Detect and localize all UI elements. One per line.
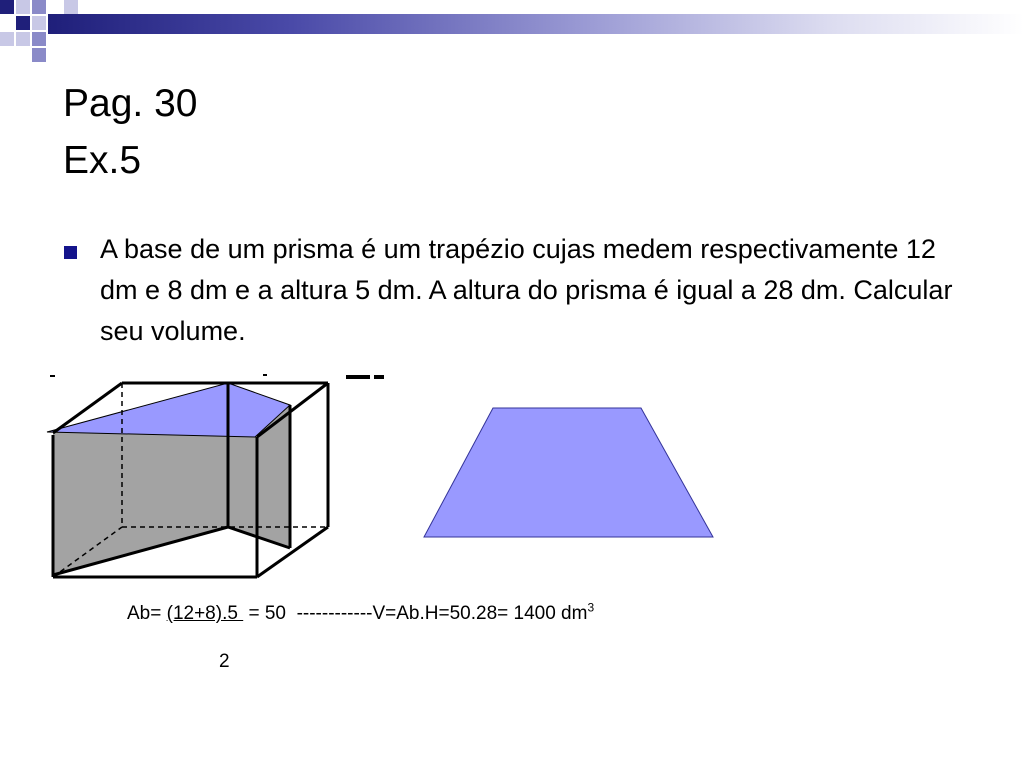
problem-statement: A base de um prisma é um trapézio cujas medem respectivamente 12 dm e 8 dm e a altura 5 dm. A altura do prisma é igual a 28 dm. Calcular seu volume. (100, 234, 953, 346)
cube-exponent: 3 (587, 600, 595, 615)
area-numerator: (12+8).5 (166, 603, 244, 624)
slide-title-exercise: Ex.5 (63, 139, 142, 182)
trapezoid-base-figure (424, 408, 713, 537)
area-volume-formula (127, 600, 595, 625)
slide-title-page: Pag. 30 (63, 82, 198, 125)
area-label: Ab= (127, 603, 167, 624)
area-result: = 50 (243, 603, 297, 624)
area-denominator: 2 (219, 651, 230, 672)
volume-calculation: ------------V=Ab.H=50.28= 1400 dm (296, 603, 588, 624)
prism-figure (47, 374, 384, 577)
